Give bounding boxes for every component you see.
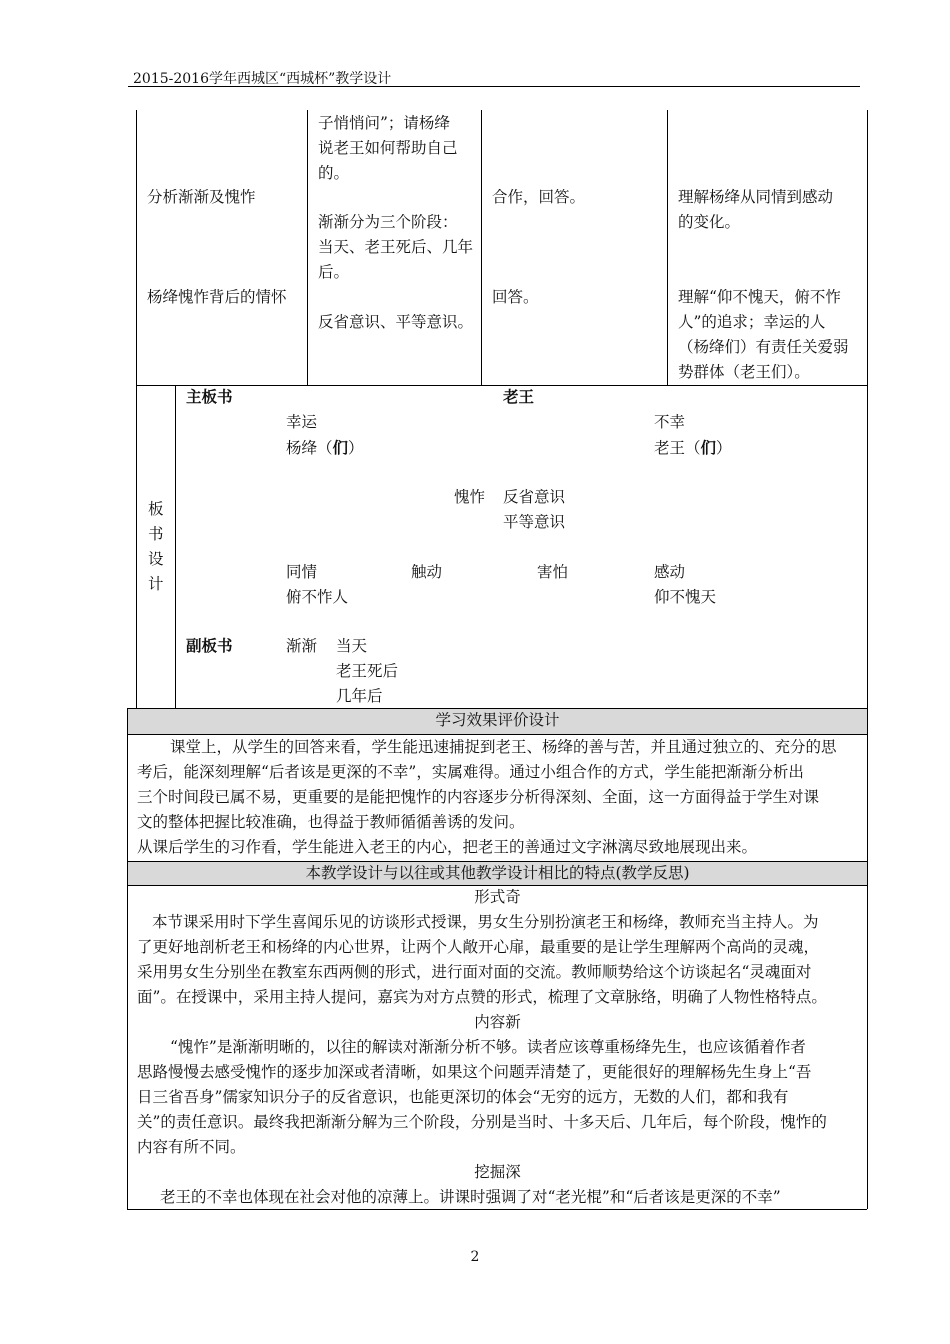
- activity-line: 渐渐分为三个阶段：: [318, 213, 458, 231]
- table-border: [127, 1209, 867, 1210]
- design-intent-line: 人”的追求；幸运的人: [678, 313, 826, 331]
- board-word-dangtian: 当天: [336, 637, 368, 655]
- board-text-bold: 们: [700, 438, 717, 457]
- evaluation-title: 学习效果评价设计: [128, 709, 867, 734]
- activity-line: 的。: [318, 164, 350, 182]
- evaluation-line: 三个时间段已属不易，更重要的是能把愧怍的内容逐步分析得深刻、全面，这一方面得益于学生对课: [137, 788, 820, 806]
- design-intent-line: 的变化。: [678, 213, 741, 231]
- reflection-heading: 内容新: [474, 1013, 521, 1031]
- table-border: [136, 385, 867, 386]
- board-word-fubuzuoren: 俯不怍人: [286, 588, 349, 606]
- board-word-haipa: 害怕: [537, 563, 569, 581]
- design-intent-line: 理解杨绛从同情到感动: [678, 188, 834, 206]
- board-word-fanxing: 反省意识: [503, 488, 566, 506]
- board-word-laowangsihou: 老王死后: [336, 662, 399, 680]
- evaluation-line: 课堂上，从学生的回答来看，学生能迅速捕捉到老王、杨绛的善与苦，并且通过独立的、充分的思: [170, 738, 837, 756]
- main-board-label: 主板书: [186, 388, 233, 406]
- reflection-title: 本教学设计与以往或其他教学设计相比的特点(教学反思): [128, 862, 867, 885]
- reflection-line: 了更好地剖析老王和杨绛的内心世界，让两个人敞开心扉，最重要的是让学生理解两个高尚的灵魂，: [137, 938, 820, 956]
- reflection-line: 面”。在授课中，采用主持人提问，嘉宾为对方点赞的形式，梳理了文章脉络，明确了人物性格特点。: [137, 988, 827, 1006]
- board-title: 老王: [503, 388, 535, 406]
- table-border: [667, 110, 668, 385]
- board-word-jinianhou: 几年后: [336, 687, 383, 705]
- table-border: [481, 110, 482, 385]
- reflection-line: 老王的不幸也体现在社会对他的凉薄上。讲课时强调了对“老光棍”和“后者该是更深的不幸”: [160, 1188, 781, 1206]
- board-word-jianjian: 渐渐: [286, 637, 318, 655]
- board-side-label: 书: [148, 525, 164, 543]
- board-side-label: 板: [148, 500, 164, 518]
- activity-line: 后。: [318, 263, 350, 281]
- evaluation-line: 从课后学生的习作看，学生能进入老王的内心，把老王的善通过文字淋漓尽致地展现出来。: [137, 838, 758, 856]
- table-border: [127, 861, 128, 1209]
- activity-line: 子悄悄问”；请杨绛: [318, 114, 450, 132]
- table-border: [867, 861, 868, 1209]
- table-border: [307, 110, 308, 385]
- reflection-line: 日三省吾身”儒家知识分子的反省意识，也能更深切的体会“无穷的远方，无数的人们，都和我有: [137, 1088, 789, 1106]
- table-border: [867, 110, 868, 385]
- design-intent-line: （杨绛们）有责任关爱弱: [678, 338, 849, 356]
- reflection-line: 思路慢慢去感受愧怍的逐步加深或者清晰，如果这个问题弄清楚了，更能很好的理解杨先生身上“吾: [137, 1063, 812, 1081]
- reflection-line: 内容有所不同。: [137, 1138, 246, 1156]
- board-word-chudong: 触动: [411, 563, 443, 581]
- sub-board-label: 副板书: [186, 637, 233, 655]
- board-word-lucky: 幸运: [286, 413, 318, 431]
- table-border: [175, 385, 176, 708]
- activity-line: 反省意识、平等意识。: [318, 313, 474, 331]
- activity-line: 说老王如何帮助自己: [318, 139, 458, 157]
- header-rule: [128, 86, 860, 87]
- board-word-laowang: [654, 435, 732, 461]
- board-word-yangjiang: [286, 435, 364, 461]
- board-word-unlucky: 不幸: [654, 413, 686, 431]
- board-word-tongqing: 同情: [286, 563, 318, 581]
- table-border: [867, 385, 868, 708]
- board-side-label: 设: [148, 550, 164, 568]
- row-label-analysis: 分析渐渐及愧怍: [147, 188, 256, 206]
- board-text: ）: [716, 439, 732, 457]
- evaluation-line: 文的整体把握比较准确，也得益于教师循循善诱的发问。: [137, 813, 525, 831]
- reflection-line: 关”的责任意识。最终我把渐渐分解为三个阶段，分别是当时、十多天后、几年后，每个阶段，愧怍的: [137, 1113, 827, 1131]
- board-text: ）: [348, 439, 364, 457]
- design-intent-line: 势群体（老王们）。: [678, 363, 810, 381]
- student-activity: 回答。: [492, 288, 539, 306]
- row-label-feelings: 杨绛愧怍背后的情怀: [147, 288, 287, 306]
- reflection-heading: 挖掘深: [474, 1163, 521, 1181]
- evaluation-line: 考后，能深刻理解“后者该是更深的不幸”，实属难得。通过小组合作的方式，学生能把渐渐分析出: [137, 763, 804, 781]
- reflection-line: “愧怍”是渐渐明晰的，以往的解读对渐渐分析不够。读者应该尊重杨绛先生，也应该循着作者: [170, 1038, 806, 1056]
- board-word-kuizuo: 愧怍: [454, 488, 486, 506]
- table-border: [136, 385, 137, 708]
- page-number: 2: [470, 1249, 480, 1265]
- page-header-title: 2015-2016学年西城区“西城杯”教学设计: [133, 71, 392, 87]
- board-text: 老王（: [654, 439, 701, 457]
- board-side-label: 计: [148, 575, 164, 593]
- reflection-line: 采用男女生分别坐在教室东西两侧的形式，进行面对面的交流。教师顺势给这个访谈起名“灵魂面对: [137, 963, 812, 981]
- board-text-bold: 们: [332, 438, 349, 457]
- activity-line: 当天、老王死后、几年: [318, 238, 474, 256]
- board-word-gandong: 感动: [654, 563, 686, 581]
- board-word-yangbukuitian: 仰不愧天: [654, 588, 717, 606]
- student-activity: 合作，回答。: [492, 188, 586, 206]
- reflection-line: 本节课采用时下学生喜闻乐见的访谈形式授课，男女生分别扮演老王和杨绛，教师充当主持人。为: [152, 913, 819, 931]
- table-border: [136, 110, 137, 385]
- board-text: 杨绛（: [286, 439, 333, 457]
- reflection-heading: 形式奇: [474, 888, 521, 906]
- design-intent-line: 理解“仰不愧天，俯不怍: [678, 288, 841, 306]
- board-word-pingdeng: 平等意识: [503, 513, 566, 531]
- table-border: [867, 708, 868, 861]
